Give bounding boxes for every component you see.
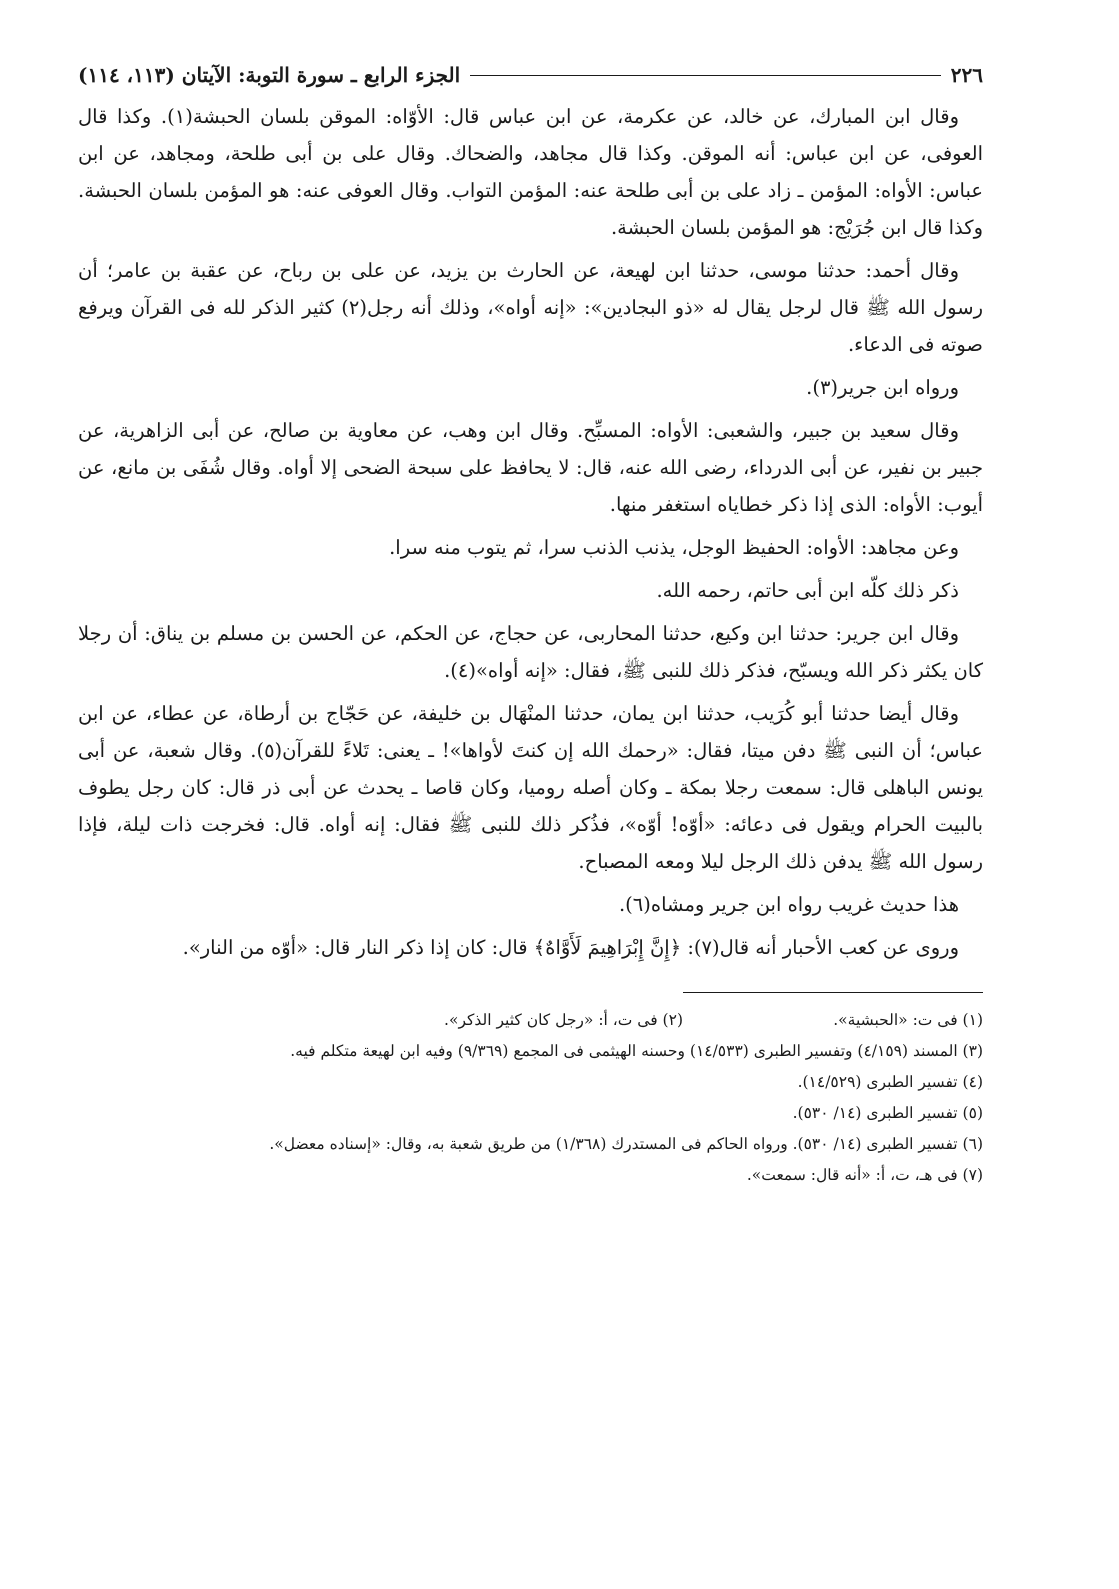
paragraph: وقال أيضا حدثنا أبو كُرَيب، حدثنا ابن يمان، حدثنا المنْهَال بن خليفة، عن حَجّاج بن أرطاة، عن عطاء، عن ابن عباس؛ أن النبى ﷺ دفن ميتا، فقال: «رحمك الله إن كنتَ لأواها»! ـ يعنى: تَلاءً للقرآن(٥). وقال شعبة، عن أبى يونس الباهلى قال: سمعت رجلا بمكة ـ وكان أصله روميا، وكان قاصا ـ يحدث عن أبى ذر قال: كان رجل يطوف بالبيت الحرام ويقول فى دعائه: «أوّه! أوّه»، فذُكر ذلك للنبى ﷺ فقال: إنه أواه. قال: فخرجت ذات ليلة، فإذا رسول الله ﷺ يدفن ذلك الرجل ليلا ومعه المصباح. [78, 702, 983, 873]
running-title: الجزء الرابع ـ سورة التوبة: الآيتان (١١٣، ١١٤) [78, 63, 461, 87]
footnote-row [78, 1005, 983, 1036]
footnote: (٧) فى هـ، ت، أ: «أنه قال: سمعت». [746, 1166, 983, 1184]
paragraph: وروى عن كعب الأحبار أنه قال(٧): ﴿إِنَّ إِبْرَاهِيمَ لَأَوَّاهٌ﴾ قال: كان إذا ذكر النار قال: «أوّه من النار». [182, 936, 959, 959]
footnote: (٤) تفسير الطبرى (١٤/٥٢٩). [797, 1073, 983, 1091]
footnote: (١) فى ت: «الحبشية». [833, 1011, 983, 1029]
paragraph: ذكر ذلك كلّه ابن أبى حاتم، رحمه الله. [656, 579, 959, 602]
body-text [78, 98, 983, 966]
footnote: (٣) المسند (٤/١٥٩) وتفسير الطبرى (١٤/٥٣٣) وحسنه الهيثمى فى المجمع (٩/٣٦٩) وفيه ابن لهيعة متكلم فيه. [290, 1042, 983, 1060]
footnote: (٦) تفسير الطبرى (١٤/ ٥٣٠). ورواه الحاكم فى المستدرك (١/٣٦٨) من طريق شعبة به، وقال: «إسناده معضل». [269, 1135, 983, 1153]
paragraph: وعن مجاهد: الأواه: الحفيظ الوجل، يذنب الذنب سرا، ثم يتوب منه سرا. [389, 536, 959, 559]
footnote-separator [683, 992, 983, 993]
paragraph: وقال ابن المبارك، عن خالد، عن عكرمة، عن ابن عباس قال: الأوّاه: الموقن بلسان الحبشة(١). وكذا قال العوفى، عن ابن عباس: أنه الموقن. وكذا قال مجاهد، والضحاك. وقال على بن أبى طلحة، ومجاهد، عن ابن عباس: الأواه: المؤمن ـ زاد على بن أبى طلحة عنه: المؤمن التواب. وقال العوفى عنه: هو المؤمن بلسان الحبشة. وكذا قال ابن جُرَيْج: هو المؤمن بلسان الحبشة. [78, 105, 983, 239]
running-head [78, 58, 983, 92]
paragraph: وقال ابن جرير: حدثنا ابن وكيع، حدثنا المحاربى، عن حجاج، عن الحكم، عن الحسن بن مسلم بن يناق: أن رجلا كان يكثر ذكر الله ويسبّح، فذكر ذلك للنبى ﷺ، فقال: «إنه أواه»(٤). [78, 622, 983, 682]
book-page [78, 58, 983, 1191]
paragraph: ورواه ابن جرير(٣). [806, 376, 959, 399]
paragraph: وقال أحمد: حدثنا موسى، حدثنا ابن لهيعة، عن الحارث بن يزيد، عن على بن رباح، عن عقبة بن عامر؛ أن رسول الله ﷺ قال لرجل يقال له «ذو البجادين»: «إنه أواه»، وذلك أنه رجل(٢) كثير الذكر لله فى القرآن ويرفع صوته فى الدعاء. [78, 259, 983, 356]
footnotes [78, 1005, 983, 1191]
header-rule [470, 75, 941, 76]
footnote: (٥) تفسير الطبرى (١٤/ ٥٣٠). [792, 1104, 983, 1122]
footnote: (٢) فى ت، أ: «رجل كان كثير الذكر». [444, 1011, 683, 1029]
page-number: ٢٢٦ [950, 63, 983, 87]
paragraph: هذا حديث غريب رواه ابن جرير ومشاه(٦). [618, 893, 959, 916]
paragraph: وقال سعيد بن جبير، والشعبى: الأواه: المسبِّح. وقال ابن وهب، عن معاوية بن صالح، عن أبى الزاهرية، عن جبير بن نفير، عن أبى الدرداء، رضى الله عنه، قال: لا يحافظ على سبحة الضحى إلا أواه. وقال شُفَى بن مانع، عن أيوب: الأواه: الذى إذا ذكر خطاياه استغفر منها. [78, 419, 983, 516]
